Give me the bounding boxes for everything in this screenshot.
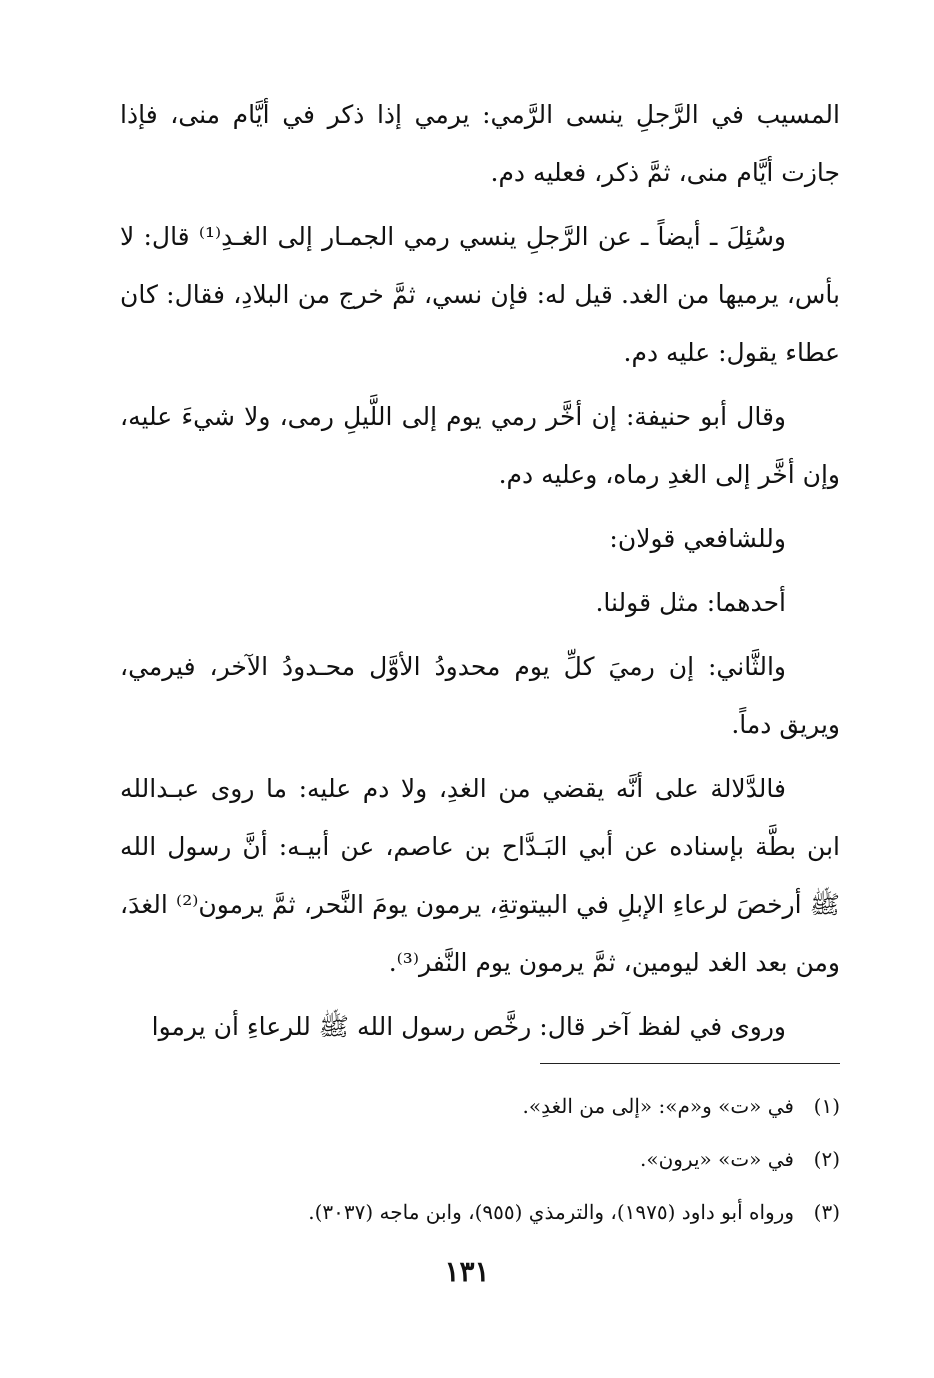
- footnote-number: (١): [813, 1094, 840, 1118]
- footnote-text: في «ت» «يرون».: [639, 1147, 794, 1171]
- paragraph-continued: المسيب في الرَّجلِ ينسى الرَّمي: يرمي إذا ذكر في أيَّام منى، فإذا جازت أيَّام منى، ثمَّ ذكر، فعليه دم.: [120, 100, 840, 187]
- footnote-number: (٣): [813, 1200, 840, 1224]
- paragraph: فالدَّلالة على أنَّه يقضي من الغدِ، ولا دم عليه: ما روى عبـدالله ابن بطَّة بإسناده عن أبي البَـدَّاح بن عاصم، عن أبيـه: أنَّ رسول الله ﷺ أرخصَ لرعاءِ الإبلِ في البيتوتةِ، يرمون يومَ النَّحر، ثمَّ يرمون⁽²⁾ الغدَ، ومن بعد الغد ليومين، ثمَّ يرمون يوم النَّفر⁽³⁾.: [120, 774, 840, 977]
- footnote-divider: [540, 1063, 840, 1064]
- footnote: [120, 1133, 840, 1186]
- paragraph: وللشافعي قولان:: [609, 524, 786, 553]
- paragraph: وقال أبو حنيفة: إن أخَّر رمي يوم إلى اللَّيلِ رمى، ولا شيءَ عليه، وإن أخَّر إلى الغدِ رماه، وعليه دم.: [120, 402, 840, 489]
- footnotes: [120, 1080, 840, 1239]
- paragraph: وروى في لفظ آخر قال: رخَّص رسول الله ﷺ للرعاءِ أن يرموا: [151, 1012, 786, 1041]
- footnote-number: (٢): [813, 1147, 840, 1171]
- page-number: ١٣١: [444, 1255, 490, 1288]
- footnote: [120, 1080, 840, 1133]
- footnote-text: في «ت» و«م»: «إلى من الغدِ».: [522, 1094, 794, 1118]
- paragraph: أحدهما: مثل قولنا.: [595, 588, 786, 617]
- main-text: [120, 86, 840, 1062]
- footnote-text: ورواه أبو داود (١٩٧٥)، والترمذي (٩٥٥)، وابن ماجه (٣٠٣٧).: [308, 1200, 794, 1224]
- footnote: [120, 1186, 840, 1239]
- paragraph: والثَّاني: إن رميَ كلِّ يوم محدودُ الأوَّل محـدودُ الآخر، فيرمي، ويريق دماً.: [120, 652, 840, 739]
- paragraph: وسُئِلَ ـ أيضاً ـ عن الرَّجلِ ينسي رمي الجمـار إلى الغـدِ⁽¹⁾ قال: لا بأس، يرميها من الغد. قيل له: فإن نسي، ثمَّ خرج من البلادِ، فقال: كان عطاء يقول: عليه دم.: [120, 222, 840, 367]
